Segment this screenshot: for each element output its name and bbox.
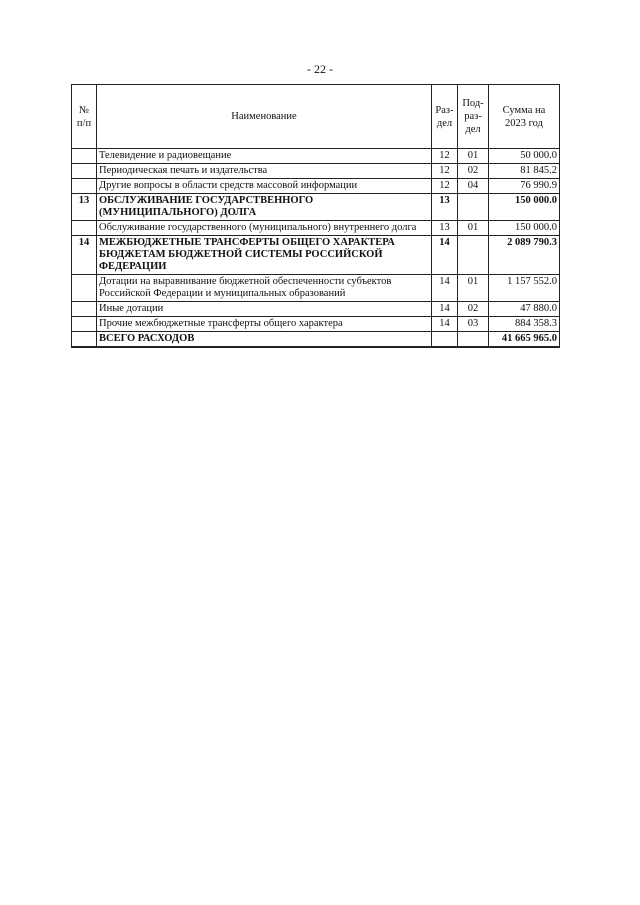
cell-num: 13	[72, 194, 97, 221]
cell-name: Другие вопросы в области средств массовой информации	[97, 179, 432, 194]
cell-subsection: 03	[458, 317, 489, 332]
cell-amount: 76 990.9	[489, 179, 560, 194]
cell-name: Обслуживание государственного (муниципального) внутреннего долга	[97, 221, 432, 236]
cell-section: 13	[432, 221, 458, 236]
header-section: Раз- дел	[432, 85, 458, 149]
page-number: - 22 -	[307, 62, 333, 76]
cell-amount: 884 358.3	[489, 317, 560, 332]
table-row	[72, 332, 560, 348]
cell-subsection: 01	[458, 275, 489, 302]
cell-section: 12	[432, 179, 458, 194]
header-subsection: Под- раз- дел	[458, 85, 489, 149]
cell-name: Дотации на выравнивание бюджетной обеспеченности субъектов Российской Федерации и муниципальных образований	[97, 275, 432, 302]
cell-num: 14	[72, 236, 97, 275]
cell-section	[432, 332, 458, 348]
cell-num	[72, 164, 97, 179]
cell-name: МЕЖБЮДЖЕТНЫЕ ТРАНСФЕРТЫ ОБЩЕГО ХАРАКТЕРА БЮДЖЕТАМ БЮДЖЕТНОЙ СИСТЕМЫ РОССИЙСКОЙ ФЕДЕРАЦИИ	[97, 236, 432, 275]
table-header-row	[72, 85, 560, 149]
table-row	[72, 275, 560, 302]
header-num: № п/п	[72, 85, 97, 149]
cell-section: 14	[432, 317, 458, 332]
cell-section: 14	[432, 236, 458, 275]
cell-num	[72, 275, 97, 302]
cell-subsection: 04	[458, 179, 489, 194]
table-row	[72, 194, 560, 221]
cell-name: Периодическая печать и издательства	[97, 164, 432, 179]
cell-subsection: 01	[458, 221, 489, 236]
table-row	[72, 149, 560, 164]
table-row	[72, 317, 560, 332]
cell-section: 12	[432, 149, 458, 164]
cell-num	[72, 317, 97, 332]
table-row	[72, 236, 560, 275]
cell-subsection	[458, 332, 489, 348]
cell-amount: 47 880.0	[489, 302, 560, 317]
cell-subsection	[458, 194, 489, 221]
cell-num	[72, 221, 97, 236]
cell-subsection: 02	[458, 164, 489, 179]
cell-section: 13	[432, 194, 458, 221]
cell-subsection	[458, 236, 489, 275]
cell-section: 12	[432, 164, 458, 179]
cell-name: ВСЕГО РАСХОДОВ	[97, 332, 432, 348]
cell-name: Прочие межбюджетные трансферты общего характера	[97, 317, 432, 332]
cell-name: Иные дотации	[97, 302, 432, 317]
table-row	[72, 302, 560, 317]
cell-section: 14	[432, 302, 458, 317]
cell-amount: 81 845.2	[489, 164, 560, 179]
cell-subsection: 01	[458, 149, 489, 164]
cell-num	[72, 332, 97, 348]
cell-num	[72, 149, 97, 164]
cell-num	[72, 179, 97, 194]
cell-amount: 150 000.0	[489, 194, 560, 221]
header-amount: Сумма на 2023 год	[489, 85, 560, 149]
cell-amount: 1 157 552.0	[489, 275, 560, 302]
cell-name: Телевидение и радиовещание	[97, 149, 432, 164]
cell-num	[72, 302, 97, 317]
cell-section: 14	[432, 275, 458, 302]
table-row	[72, 164, 560, 179]
table-body	[72, 149, 560, 348]
cell-subsection: 02	[458, 302, 489, 317]
cell-amount: 150 000.0	[489, 221, 560, 236]
cell-amount: 41 665 965.0	[489, 332, 560, 348]
cell-amount: 2 089 790.3	[489, 236, 560, 275]
table-row	[72, 179, 560, 194]
table-row	[72, 221, 560, 236]
expenditure-table	[71, 84, 560, 348]
header-name: Наименование	[97, 85, 432, 149]
cell-amount: 50 000.0	[489, 149, 560, 164]
cell-name: ОБСЛУЖИВАНИЕ ГОСУДАРСТВЕННОГО (МУНИЦИПАЛЬНОГО) ДОЛГА	[97, 194, 432, 221]
